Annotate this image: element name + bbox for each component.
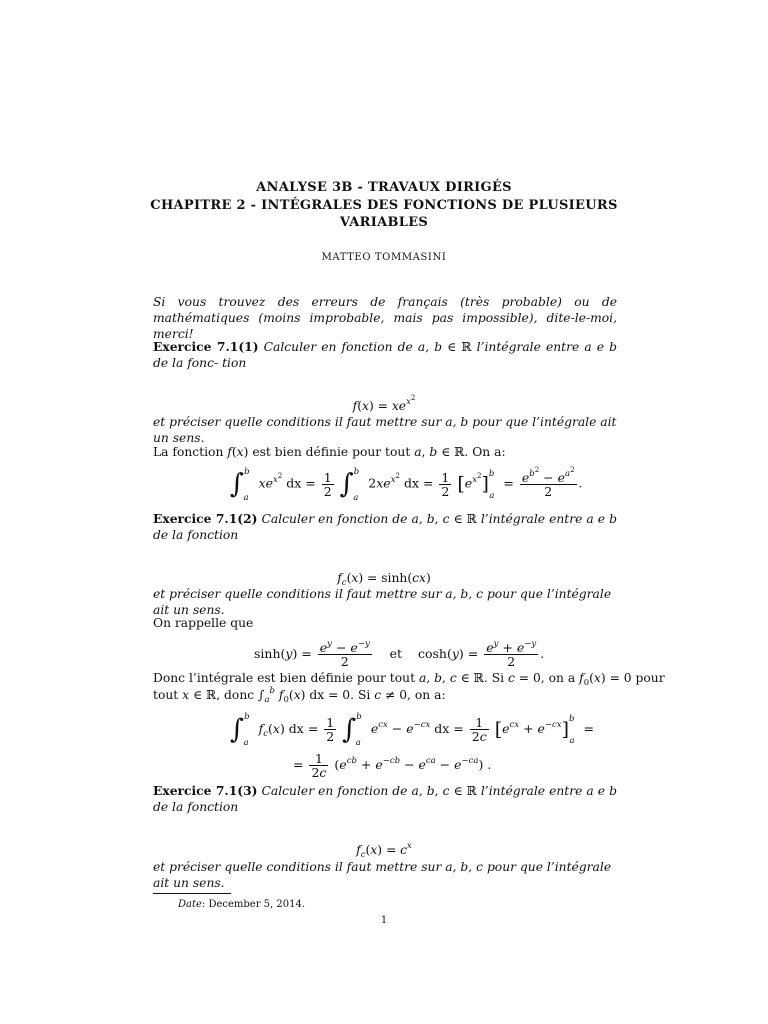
exercise-2-label: Exercice 7.1(2) [153,511,258,526]
exercise-3-label: Exercice 7.1(3) [153,783,258,798]
footnote-date: Date: December 5, 2014. [178,899,306,910]
page-number: 1 [380,915,388,926]
exercise-2-statement: Exercice 7.1(2) Calculer en fonction de a, b, c ∈ ℝ l’intégrale entre a e b de la fonction [153,511,617,542]
chapter-title: CHAPITRE 2 - INTÉGRALES DES FONCTIONS DE PLUSIEURS [150,198,618,213]
exercise-1-label: Exercice 7.1(1) [153,339,259,354]
exercise-3-statement: Exercice 7.1(3) Calculer en fonction de a, b, c ∈ ℝ l’intégrale entre a e b de la fonction [153,783,617,814]
exercise-2-condition: et préciser quelle conditions il faut mettre sur a, b, c pour que l’intégrale ait un sens. [153,587,612,617]
errata-note: Si vous trouvez des erreurs de français (très probable) ou de mathématiques (moins improbable, mais pas impossible), dite-le-moi, merci! [153,295,617,341]
exercise-3-function: $f_c(x) = c^x$ [356,841,412,860]
exercise-2-hyperbolic-definitions: sinh(y) = $\frac{e^y - e^{-y}}{2}$ et cosh(y) = $\frac{e^y + e^{-y}}{2}$ . [254,639,545,670]
exercise-3-condition: et préciser quelle conditions il faut mettre sur a, b, c pour que l’intégrale ait un sens. [153,860,612,890]
exercise-1-answer-intro: La fonction f(x) est bien définie pour tout a, b ∈ ℝ. On a: [153,445,506,459]
exercise-2-domain-text: Donc l’intégrale est bien définie pour tout a, b, c ∈ ℝ. Si c = 0, on a $f_0(x) = 0$ pour [153,671,665,688]
exercise-1-condition: et préciser quelle conditions il faut mettre sur a, b pour que l’intégrale ait un sens. [153,415,617,445]
course-title: ANALYSE 3B - TRAVAUX DIRIGÉS [256,180,512,195]
chapter-title-continued: VARIABLES [339,215,429,230]
footnote-rule [153,893,231,894]
exercise-2-integral-equation: ∫$^b_a$ $f_c(x)$ dx = $\frac{1}{2}$ ∫$^b_a$ $e^{cx} - e^{-cx}$ dx = $\frac{1}{2c}$ $[e^{cx} + e^{-cx}]^b_a$ = [230,712,595,749]
author-name: MATTEO TOMMASINI [321,252,447,263]
exercise-1-integral-equation: ∫$^b_a$ $xe^{x^2}$ dx = $\frac{1}{2}$ ∫$^b_a$ $2xe^{x^2}$ dx = $\frac{1}{2}$ $[e^{x^2}]^b_a$ = $\frac{e^{b^2} - e^{a^2}}{2}$ . [230,466,583,503]
exercise-2-recall: On rappelle que [153,616,254,630]
exercise-2-result: = $\frac{1}{2c}$ $(e^{cb} + e^{-cb} - e^{ca} - e^{-ca})$ . [293,751,492,781]
exercise-2-zero-case: tout x ∈ ℝ, donc $\int_a^b$ $f_0(x)$ dx = 0. Si c ≠ 0, on a: [153,686,446,705]
exercise-2-function: $f_c(x) = \sinh(cx)$ [337,571,431,588]
exercise-1-statement: Exercice 7.1(1) Calculer en fonction de a, b ∈ ℝ l’intégrale entre a e b de la fonc- tion [153,339,617,370]
exercise-1-function: $f(x) = xe^{x^2}$ [352,394,416,413]
